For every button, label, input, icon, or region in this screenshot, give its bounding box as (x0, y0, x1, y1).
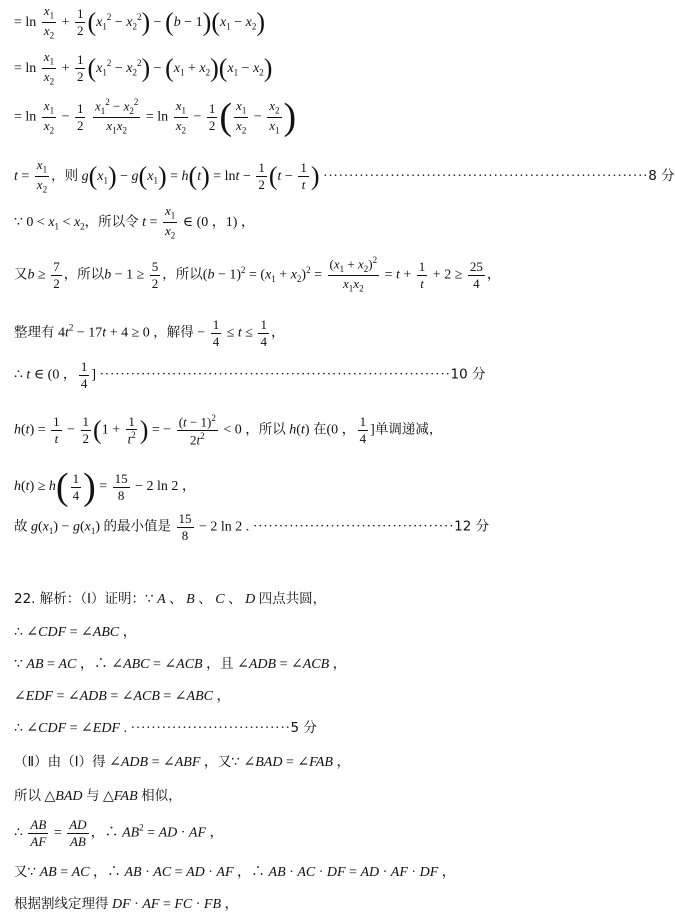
line-8: ∴ t ∈ (0 ， $\frac{1}{4}$ ] ····································································10 分 (14, 359, 486, 391)
line-16: ∴ ∠CDF = ∠EDF . ·······························5 分 (14, 720, 317, 736)
line-15: ∠EDF = ∠ADB = ∠ACB = ∠ABC ， (14, 689, 231, 704)
score-5: 5 分 (290, 720, 317, 736)
line-4: t = $\frac{x_1}{x_2}$ ，则 $g(x_1) - g(x_1) = h(t) = \ln t$ − $\frac{1}{2}$ (t − $\frac{1}{t}$ ) ·······························································8 分 (14, 157, 675, 195)
line-13: ∴ ∠CDF = ∠ABC ， (14, 625, 137, 640)
line-18: 所以 △BAD 与 △FAB 相似， (14, 788, 182, 804)
line-17: （Ⅱ）由（Ⅰ）得 ∠ADB = ∠ABF ，又∵ ∠BAD = ∠FAB ， (14, 754, 351, 770)
line-7: 整理有 $4t^2 - 17t + 4 \ge 0$ ，解得 − $\frac{1}{4}$ ≤ t ≤ $\frac{1}{4}$ ， (14, 317, 285, 349)
line-3: = ln $\frac{x_1}{x_2}$ − $\frac{1}{2}$ $\frac{x_1^2 - x_2^2}{x_1x_2}$ = ln $\frac{x_1}{x_2}$ − $\frac{1}{2}$ ( $\frac{x_1}{x_2}$ − $\frac{x_2}{x_1}$ ) (14, 96, 297, 139)
line-11: 故 $g(x_1) - g(x_1)$ 的最小值是 $\frac{15}{8}$ − 2 ln 2 . ·······································12 分 (14, 511, 490, 543)
score-10: 10 分 (450, 366, 486, 383)
line-19: ∴ $\frac{AB}{AF}$ = $\frac{AD}{AB}$ ，∴ $AB^2$ = AD · AF ， (14, 817, 224, 849)
line-12: 22. 解析：（Ⅰ）证明：∵ A 、 B 、 C 、 D 四点共圆， (14, 591, 327, 607)
score-12: 12 分 (454, 518, 490, 535)
line-10: h(t) ≥ h( $\frac{1}{4}$ ) = $\frac{15}{8}$ − 2 ln 2 ， (14, 466, 196, 508)
line-20: 又∵ AB = AC ，∴ AB · AC = AD · AF ，∴ AB · AC · DF = AD · AF · DF ， (14, 864, 456, 880)
line-1: = ln $\frac{x_1}{x_2}$ + $\frac{1}{2}$ $(x_1^2 - x_2^2) - (b - 1)(x_1 - x_2)$ (14, 3, 266, 41)
line-6: 又b ≥ $\frac{7}{2}$ ，所以b − 1 ≥ $\frac{5}{2}$ ，所以$(b - 1)^2 = (x_1 + x_2)^2$ = $\frac{(x_1 + x_2)^2}{x_1x_2}$ = t + $\frac{1}{t}$ + 2 ≥ $\frac{25}{4}$ ， (14, 255, 501, 294)
line-9: h(t) = $\frac{1}{t}$ − $\frac{1}{2}$ (1 + $\frac{1}{t^2}$ ) = − $\frac{(t - 1)^2}{2t^2}$ < 0 ，所以 h(t) 在(0 ， $\frac{1}{4}$ ]单调递减， (14, 413, 443, 448)
score-8: 8 分 (648, 167, 675, 184)
line-21: 根据割线定理得 DF · AF = FC · FB ， (14, 896, 239, 912)
line-2: = ln $\frac{x_1}{x_2}$ + $\frac{1}{2}$ $(x_1^2 - x_2^2) - (x_1 + x_2)(x_1 - x_2)$ (14, 49, 273, 87)
line-5: ∵ $0 < x_1 < x_2$，所以令 t = $\frac{x_1}{x_2}$ ∈ (0 ，1) ， (14, 203, 255, 241)
line-14: ∵ AB = AC ，∴ ∠ABC = ∠ACB ，且 ∠ADB = ∠ACB ， (14, 656, 347, 672)
